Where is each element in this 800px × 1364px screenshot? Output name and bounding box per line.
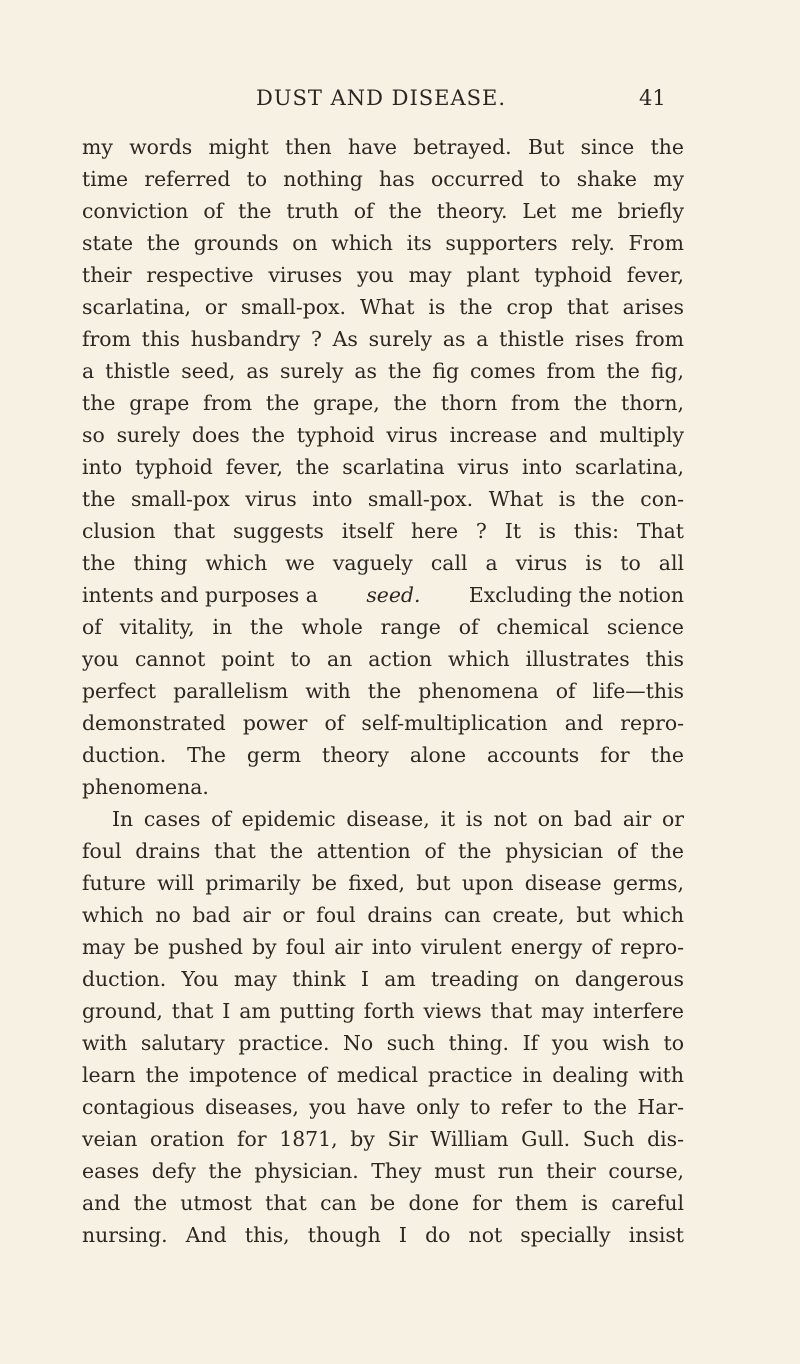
text-line: their respective viruses you may plant typhoid fever, xyxy=(82,263,684,287)
running-head xyxy=(0,86,800,116)
text-line: a thistle seed, as surely as the fig comes from the fig, xyxy=(82,359,684,383)
text-line: the thing which we vaguely call a virus is to all xyxy=(82,551,684,575)
text-line: perfect parallelism with the phenomena of life—this xyxy=(82,679,684,703)
text-line: contagious diseases, you have only to refer to the Har- xyxy=(82,1095,684,1119)
page-number: 41 xyxy=(639,86,666,110)
text-line: veian oration for 1871, by Sir William Gull. Such dis- xyxy=(82,1127,684,1151)
text-line: the grape from the grape, the thorn from the thorn, xyxy=(82,391,684,415)
text-line: learn the impotence of medical practice in dealing with xyxy=(82,1063,684,1087)
text-line: from this husbandry ? As surely as a thistle rises from xyxy=(82,327,684,351)
text-line: conviction of the truth of the theory. Let me briefly xyxy=(82,199,684,223)
text-line: into typhoid fever, the scarlatina virus into scarlatina, xyxy=(82,455,684,479)
text-line: scarlatina, or small-pox. What is the crop that arises xyxy=(82,295,684,319)
text-line: may be pushed by foul air into virulent energy of repro- xyxy=(82,935,684,959)
text-line: so surely does the typhoid virus increase and multiply xyxy=(82,423,684,447)
text-line: In cases of epidemic disease, it is not on bad air or xyxy=(112,807,684,831)
text-line: phenomena. xyxy=(82,775,209,799)
text-line: state the grounds on which its supporters rely. From xyxy=(82,231,684,255)
text-line: duction. The germ theory alone accounts for the xyxy=(82,743,684,767)
text-line: foul drains that the attention of the physician of the xyxy=(82,839,684,863)
text-segment: Excluding the notion xyxy=(468,583,684,607)
text-line: which no bad air or foul drains can create, but which xyxy=(82,903,684,927)
text-line: the small-pox virus into small-pox. What is the con- xyxy=(82,487,684,511)
text-line: ground, that I am putting forth views that may interfere xyxy=(82,999,684,1023)
text-line: duction. You may think I am treading on dangerous xyxy=(82,967,684,991)
text-line: with salutary practice. No such thing. If you wish to xyxy=(82,1031,684,1055)
text-line: clusion that suggests itself here ? It is this: That xyxy=(82,519,684,543)
text-line: time referred to nothing has occurred to shake my xyxy=(82,167,684,191)
text-line: and the utmost that can be done for them is careful xyxy=(82,1191,684,1215)
text-segment: intents and purposes a xyxy=(82,583,318,607)
text-line: future will primarily be fixed, but upon disease germs, xyxy=(82,871,684,895)
text-line: eases defy the physician. They must run their course, xyxy=(82,1159,684,1183)
text-line-with-emphasis xyxy=(82,579,684,611)
text-line: nursing. And this, though I do not specially insist xyxy=(82,1223,684,1247)
emphasized-word: seed. xyxy=(366,583,421,607)
running-title: DUST AND DISEASE. xyxy=(256,86,507,110)
text-line: you cannot point to an action which illustrates this xyxy=(82,647,684,671)
text-line: demonstrated power of self-multiplication and repro- xyxy=(82,711,684,735)
text-line: my words might then have betrayed. But since the xyxy=(82,135,684,159)
text-line: of vitality, in the whole range of chemical science xyxy=(82,615,684,639)
